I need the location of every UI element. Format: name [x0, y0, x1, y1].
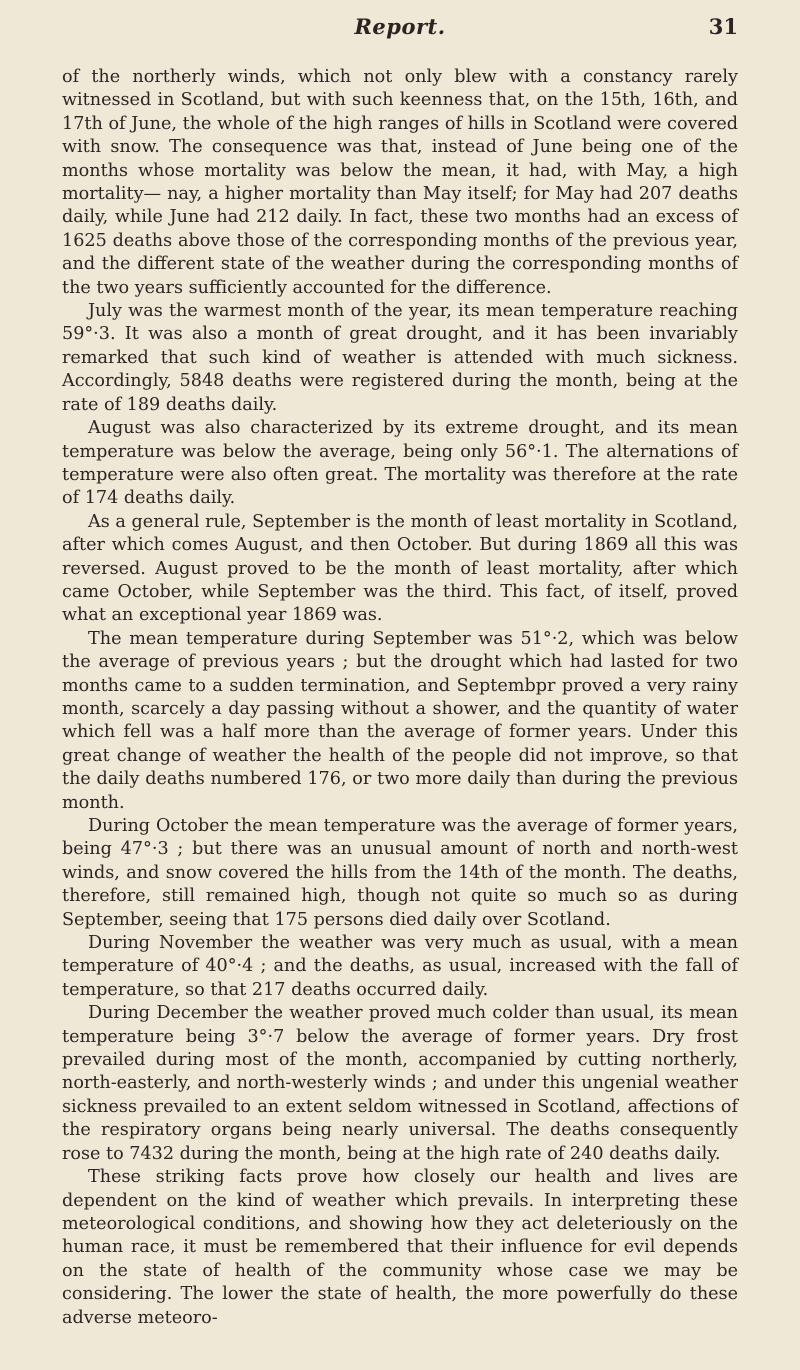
page-number: 31 — [708, 14, 738, 39]
paragraph-november: During November the weather was very much as usual, with a mean temperature of 40°·4 ; and the deaths, as usual, increased with the fall of temperature, so that 217 deaths occurred daily. — [62, 933, 738, 1000]
paragraph-july: July was the warmest month of the year, its mean temperature reaching 59°·3. It was also a month of great drought, and it has been invariably remarked that such kind of weather is attended with much sickness. Accordingly, 5848 deaths were registered during the month, being at the rate of 189 deaths daily. — [62, 301, 738, 415]
paragraph-december: During December the weather proved much colder than usual, its mean temperature being 3°·7 below the average of former years. Dry frost prevailed during most of the month, accompanied by cutting northerly, north-easterly, and north-westerly winds ; and under this ungenial weather sickness prevailed to an extent seldom witnessed in Scotland, affections of the respiratory organs being nearly universal. The deaths consequently rose to 7432 during the month, being at the high rate of 240 deaths daily. — [62, 1003, 738, 1164]
running-head — [62, 0, 738, 56]
paragraph-september-temperature: The mean temperature during September was 51°·2, which was below the average of previous years ; but the drought which had lasted for two months came to a sudden termination, and Septembpr proved a very rainy month, scarcely a day passing without a shower, and the quantity of water which fell was a half more than the average of former years. Under this great change of weather the health of the people did not improve, so that the daily deaths numbered 176, or two more daily than during the previous month. — [62, 628, 738, 813]
running-title: Report. — [354, 14, 446, 39]
paragraph-conclusion: These striking facts prove how closely our health and lives are dependent on the kind of weather which prevails. In interpreting these meteorological conditions, and showing how they act deleteriously on the human race, it must be remembered that their influence for evil depends on the state of health of the community whose case we may be considering. The lower the state of health, the more powerfully do these adverse meteoro- — [62, 1167, 738, 1328]
paragraph-august: August was also characterized by its extreme drought, and its mean temperature was below the average, being only 56°·1. The alternations of temperature were also often great. The mortality was therefore at the rate of 174 deaths daily. — [62, 418, 738, 509]
paragraph-october: During October the mean temperature was the average of former years, being 47°·3 ; but there was an unusual amount of north and north-west winds, and snow covered the hills from the 14th of the month. The deaths, therefore, still remained high, though not quite so much so as during September, seeing that 175 persons died daily over Scotland. — [62, 816, 738, 930]
paragraph-continuation: of the northerly winds, which not only blew with a constancy rarely witnessed in Scotland, but with such keenness that, on the 15th, 16th, and 17th of June, the whole of the high ranges of hills in Scotland were covered with snow. The consequence was that, instead of June being one of the months whose mortality was below the mean, it had, with May, a high mortality— nay, a higher mortality than May itself; for May had 207 deaths daily, while June had 212 daily. In fact, these two months had an excess of 1625 deaths above those of the corresponding months of the previous year, and the different state of the weather during the corresponding months of the two years sufficiently accounted for the difference. — [62, 67, 738, 298]
body-text — [62, 66, 738, 1330]
paragraph-september-rule: As a general rule, September is the month of least mortality in Scotland, after which comes August, and then October. But during 1869 all this was reversed. August proved to be the month of least mortality, after which came October, while September was the third. This fact, of itself, proved what an exceptional year 1869 was. — [62, 511, 738, 626]
